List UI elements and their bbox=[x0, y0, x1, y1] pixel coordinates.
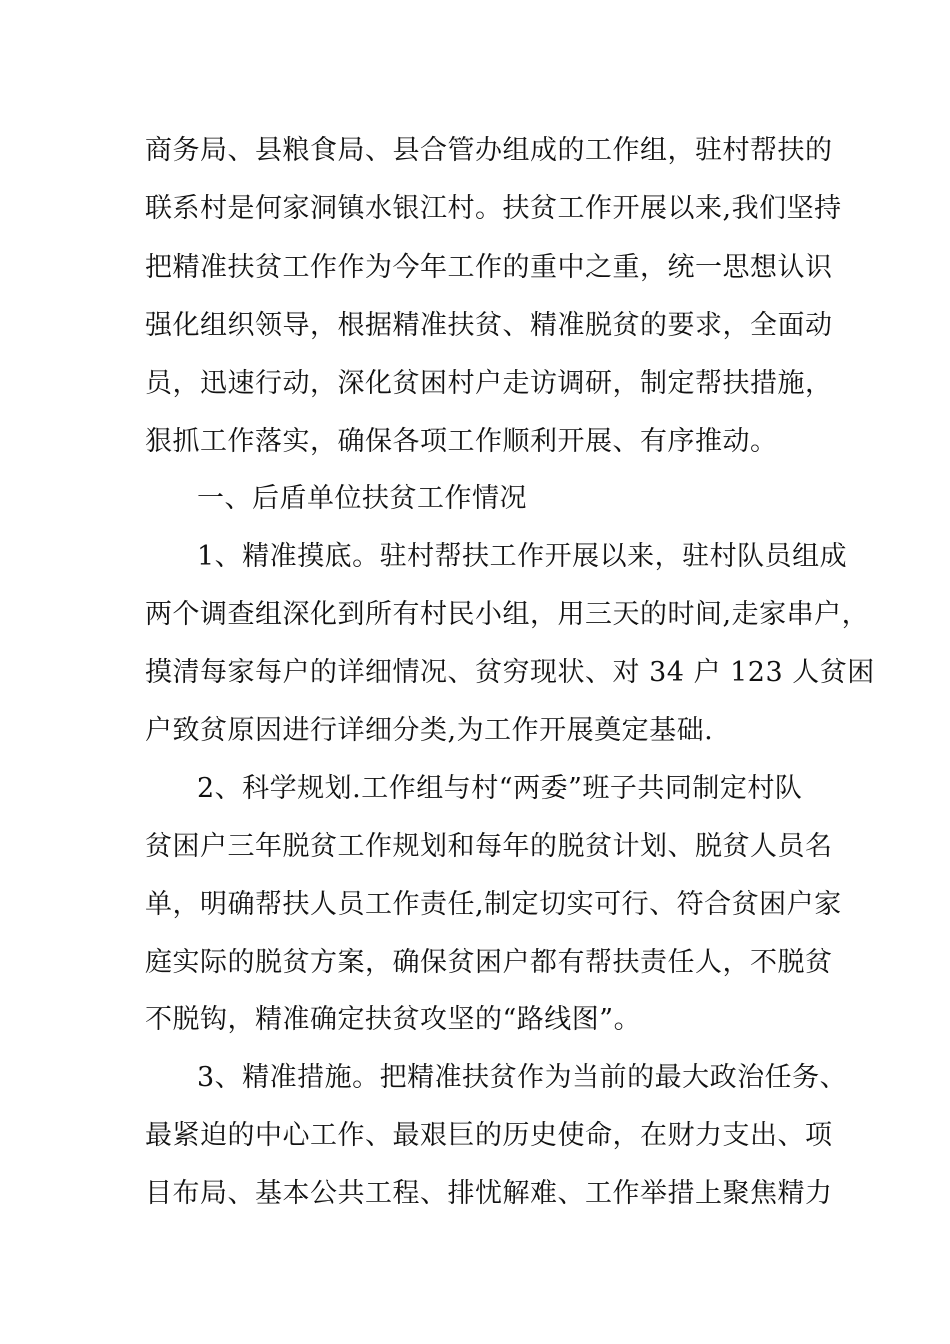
paragraph-start: 2、科学规划.工作组与村“两委”班子共同制定村队 bbox=[197, 773, 803, 804]
text-line: 两个调查组深化到所有村民小组，用三天的时间,走家串户， bbox=[145, 599, 870, 630]
text-line: 狠抓工作落实，确保各项工作顺利开展、有序推动。 bbox=[145, 426, 778, 457]
paragraph-start: 3、精准措施。把精准扶贫作为当前的最大政治任务、 bbox=[197, 1062, 848, 1093]
text-line: 目布局、基本公共工程、排忧解难、工作举措上聚焦精力 bbox=[145, 1178, 833, 1209]
text-line: 不脱钩，精准确定扶贫攻坚的“路线图”。 bbox=[145, 1004, 642, 1035]
text-line: 单，明确帮扶人员工作责任,制定切实可行、符合贫困户家 bbox=[145, 889, 842, 920]
text-line: 联系村是何家洞镇水银江村。扶贫工作开展以来,我们坚持 bbox=[145, 193, 842, 224]
text-line: 商务局、县粮食局、县合管办组成的工作组，驻村帮扶的 bbox=[145, 135, 833, 166]
section-heading: 一、后盾单位扶贫工作情况 bbox=[197, 483, 527, 514]
text-line: 贫困户三年脱贫工作规划和每年的脱贫计划、脱贫人员名 bbox=[145, 831, 833, 862]
text-line: 庭实际的脱贫方案，确保贫困户都有帮扶责任人，不脱贫 bbox=[145, 947, 833, 978]
text-line: 强化组织领导，根据精准扶贫、精准脱贫的要求，全面动 bbox=[145, 310, 833, 341]
text-line: 把精准扶贫工作作为今年工作的重中之重，统一思想认识 bbox=[145, 252, 833, 283]
text-line: 户致贫原因进行详细分类,为工作开展奠定基础. bbox=[145, 715, 714, 746]
text-line: 最紧迫的中心工作、最艰巨的历史使命，在财力支出、项 bbox=[145, 1120, 833, 1151]
text-line: 摸清每家每户的详细情况、贫穷现状、对 34 户 123 人贫困 bbox=[145, 657, 875, 688]
text-line: 员，迅速行动，深化贫困村户走访调研，制定帮扶措施， bbox=[145, 368, 833, 399]
paragraph-start: 1、精准摸底。驻村帮扶工作开展以来，驻村队员组成 bbox=[197, 541, 848, 572]
